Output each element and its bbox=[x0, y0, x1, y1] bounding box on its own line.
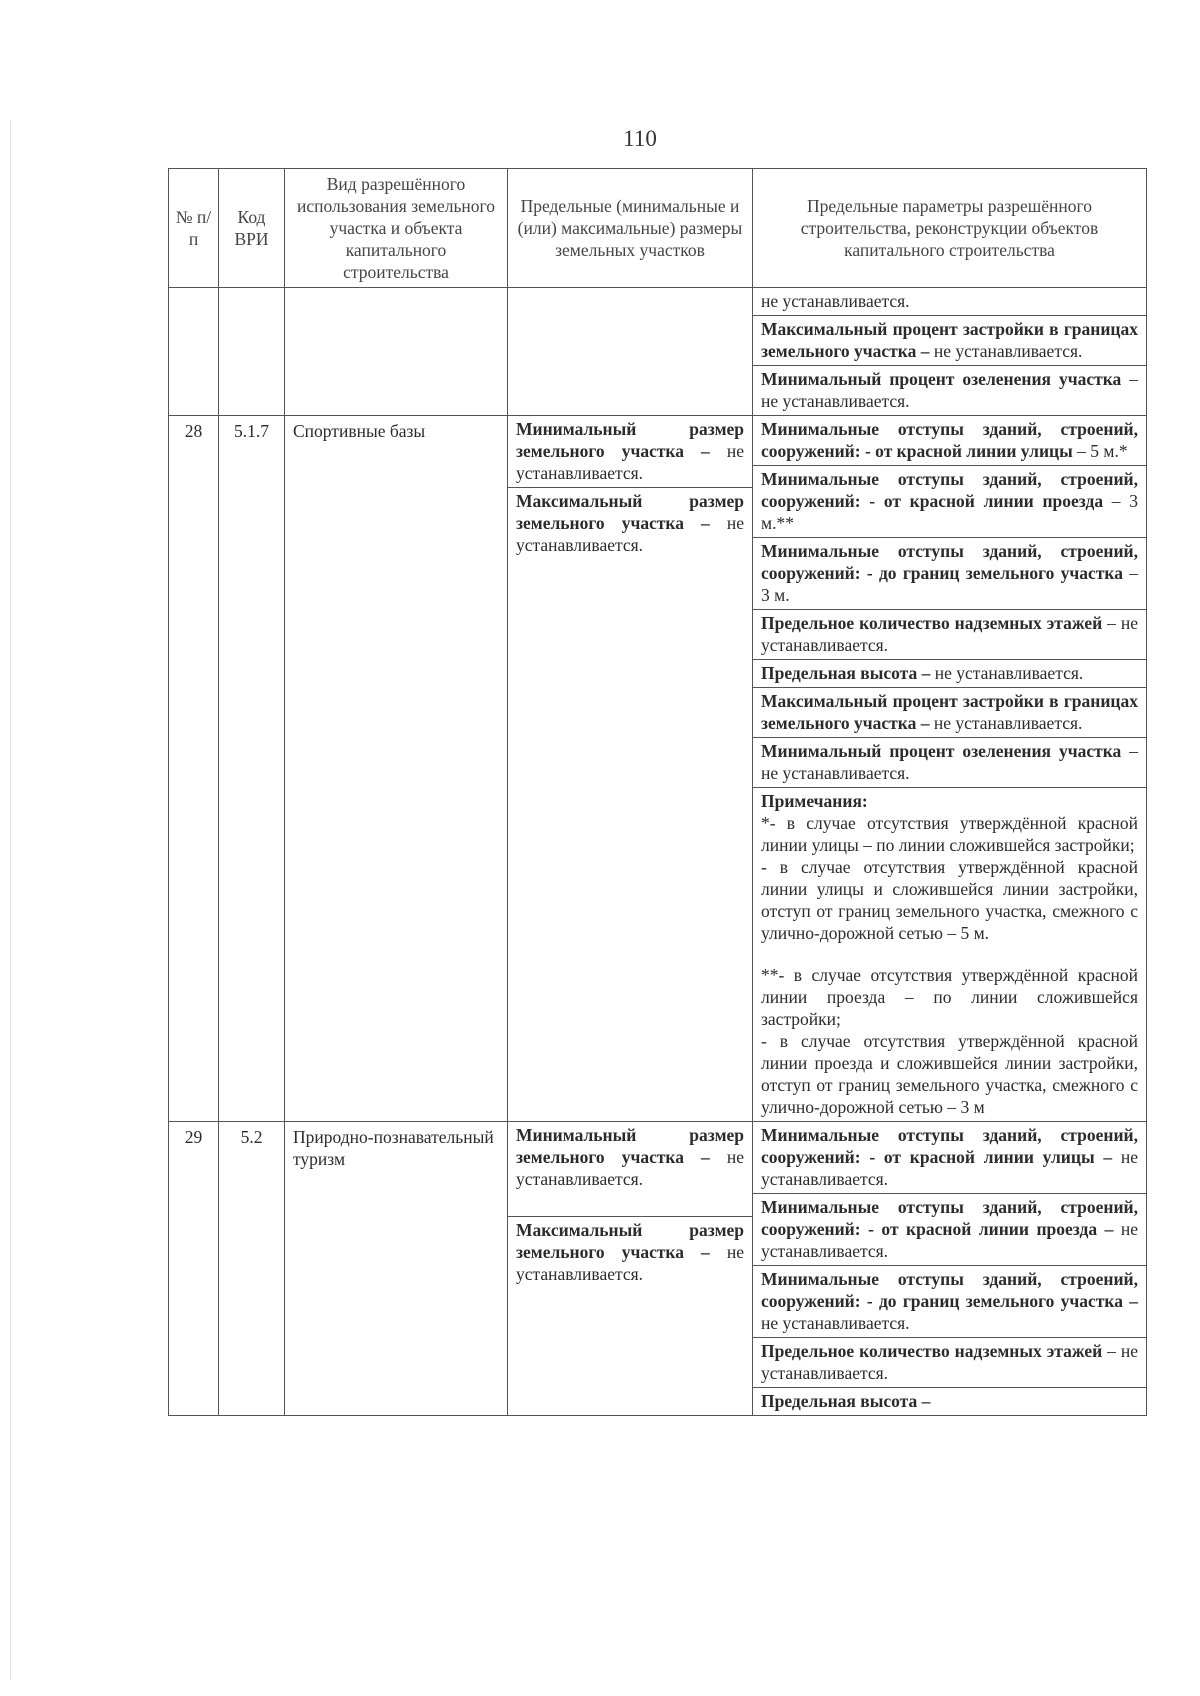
note-item: - в случае отсутствия утверждённой красной линии проезда и сложившейся линии застройки, отступ от границ земельного участка, смежного с улично-дорожной сетью – 3 м bbox=[761, 1031, 1138, 1117]
param-item: Минимальные отступы зданий, строений, сооружений: - от красной линии проезда – 3 м.** bbox=[753, 466, 1146, 538]
param-item: Минимальные отступы зданий, строений, сооружений: - от красной линии проезда – не устанавливается. bbox=[753, 1194, 1146, 1266]
param-item: Максимальный процент застройки в границах земельного участка – не устанавливается. bbox=[753, 688, 1146, 738]
header-code: Код ВРИ bbox=[219, 169, 285, 288]
row-use-name: Спортивные базы bbox=[285, 416, 508, 1122]
row-use-name: Природно-познавательный туризм bbox=[285, 1122, 508, 1416]
notes-title: Примечания: bbox=[761, 791, 868, 811]
param-item: Предельное количество надземных этажей – не устанавливается. bbox=[753, 610, 1146, 660]
table-header-row bbox=[169, 169, 1147, 288]
header-params: Предельные параметры разрешённого строительства, реконструкции объектов капитального строительства bbox=[753, 169, 1147, 288]
param-item: Минимальный процент озеленения участка – не устанавливается. bbox=[761, 369, 1139, 411]
size-item: Минимальный размер земельного участка – не устанавливается. bbox=[508, 1122, 752, 1217]
param-item: Максимальный процент застройки в границах земельного участка – не устанавливается. bbox=[753, 316, 1146, 366]
regulations-table bbox=[168, 168, 1147, 1416]
table-row-29 bbox=[169, 1122, 1147, 1416]
scan-edge-line bbox=[10, 120, 11, 1680]
row-params bbox=[753, 1122, 1147, 1416]
row-code: 5.1.7 bbox=[219, 416, 285, 1122]
note-item: *- в случае отсутствия утверждённой красной линии улицы – по линии сложившейся застройки; bbox=[761, 813, 1138, 855]
page-number: 110 bbox=[623, 126, 657, 151]
param-item: Минимальный процент озеленения участка –не устанавливается. bbox=[753, 738, 1146, 788]
note-item: **- в случае отсутствия утверждённой красной линии проезда – по линии сложившейся застройки; bbox=[761, 965, 1138, 1029]
param-item: Предельная высота – не устанавливается. bbox=[753, 660, 1146, 688]
row-code: 5.2 bbox=[219, 1122, 285, 1416]
table-row-continuation bbox=[169, 288, 1147, 416]
size-item: Максимальный размер земельного участка – не устанавливается. bbox=[516, 1220, 744, 1284]
param-item: Минимальные отступы зданий, строений, сооружений: - до границ земельного участка – 3 м. bbox=[753, 538, 1146, 610]
row-number: 28 bbox=[169, 416, 219, 1122]
header-num: № п/п bbox=[169, 169, 219, 288]
param-item: Минимальные отступы зданий, строений, сооружений: - от красной линии улицы – не устанавливается. bbox=[753, 1122, 1146, 1194]
table-row-28 bbox=[169, 416, 1147, 1122]
row-params bbox=[753, 416, 1147, 1122]
note-item: - в случае отсутствия утверждённой красной линии улицы и сложившейся линии застройки, отступ от границ земельного участка, смежного с улично-дорожной сетью – 5 м. bbox=[761, 857, 1138, 943]
row-number: 29 bbox=[169, 1122, 219, 1416]
row-sizes bbox=[508, 1122, 753, 1416]
param-item: Предельная высота – bbox=[761, 1391, 931, 1411]
param-item: Предельное количество надземных этажей – не устанавливается. bbox=[753, 1338, 1146, 1388]
size-item: Максимальный размер земельного участка – не устанавливается. bbox=[516, 491, 744, 555]
param-item: не устанавливается. bbox=[753, 288, 1146, 316]
size-item: Минимальный размер земельного участка – не устанавливается. bbox=[508, 416, 752, 488]
notes-block bbox=[753, 788, 1146, 1121]
row-sizes bbox=[508, 416, 753, 1122]
param-item: Минимальные отступы зданий, строений, сооружений: - до границ земельного участка – не устанавливается. bbox=[753, 1266, 1146, 1338]
header-use: Вид разрешённого использования земельного участка и объекта капитального строительства bbox=[285, 169, 508, 288]
param-item: Минимальные отступы зданий, строений, сооружений: - от красной линии улицы – 5 м.* bbox=[753, 416, 1146, 466]
header-size: Предельные (минимальные и (или) максимальные) размеры земельных участков bbox=[508, 169, 753, 288]
